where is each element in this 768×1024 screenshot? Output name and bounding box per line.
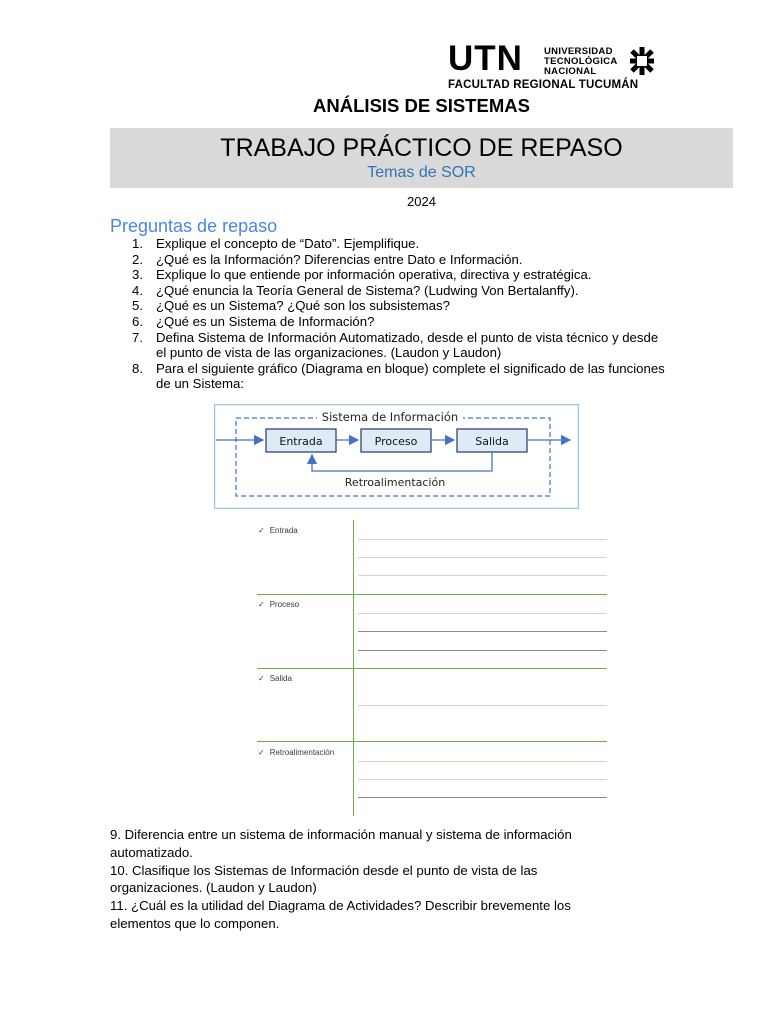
row-label-salida [258, 674, 292, 683]
block-proceso-label: Proceso [374, 435, 418, 448]
question-text: ¿Qué es la Información? Diferencias entre Dato e Información. [156, 251, 523, 267]
row-label-text: Retroalimentación [269, 748, 335, 757]
answer-line [358, 650, 607, 651]
fill-in-table [214, 516, 614, 816]
check-icon: ✓ [258, 600, 265, 609]
block-salida-label: Salida [475, 435, 509, 448]
utn-logo [448, 39, 660, 92]
answer-line [358, 539, 607, 540]
list-item [110, 283, 670, 299]
row-separator [257, 741, 607, 742]
row-separator [257, 594, 607, 595]
document-subtitle: Temas de SOR [367, 164, 476, 181]
question-number: 7. [132, 329, 143, 345]
block-entrada-label: Entrada [279, 435, 323, 448]
list-item [110, 267, 670, 283]
logo-university-line-3: NACIONAL [544, 66, 597, 77]
question-text: Explique lo que entiende por información operativa, directiva y estratégica. [156, 267, 592, 283]
question-9: 9. Diferencia entre un sistema de información manual y sistema de información automatizado. [110, 827, 572, 860]
logo-university-line-1: UNIVERSIDAD [544, 46, 613, 57]
question-text: Para el siguiente gráfico (Diagrama en bloque) complete el significado de las funciones de un Sistema: [156, 360, 665, 392]
section-heading: Preguntas de repaso [110, 216, 278, 236]
answer-line [358, 797, 607, 798]
answer-line [358, 631, 607, 632]
answer-line [358, 705, 607, 706]
list-item [110, 361, 670, 392]
answer-line [358, 761, 607, 762]
question-10: 10. Clasifique los Sistemas de Información desde el punto de vista de las organizaciones. (Laudon y Laudon) [110, 862, 538, 896]
logo-brand: UTN [448, 39, 523, 78]
list-item [110, 252, 670, 268]
title-banner [110, 128, 733, 188]
question-text: ¿Qué es un Sistema de Información? [156, 313, 375, 329]
question-number: 2. [132, 251, 143, 267]
question-number: 6. [132, 313, 143, 329]
row-label-text: Proceso [269, 600, 300, 609]
answer-line [358, 557, 607, 558]
question-11: 11. ¿Cuál es la utilidad del Diagrama de Actividades? Describir brevemente los elementos que lo componen. [110, 898, 571, 931]
question-list [110, 236, 670, 392]
year: 2024 [407, 194, 436, 209]
logo-university-line-2: TECNOLÓGICA [544, 56, 618, 67]
row-label-text: Salida [269, 674, 292, 683]
row-label-retroalimentacion [258, 748, 334, 757]
block-diagram [214, 404, 579, 509]
answer-line [358, 575, 607, 576]
question-text: Explique el concepto de “Dato”. Ejemplifique. [156, 236, 420, 251]
logo-faculty: FACULTAD REGIONAL TUCUMÁN [448, 79, 639, 91]
diagram-title: Sistema de Información [321, 410, 459, 424]
question-number: 4. [132, 282, 143, 298]
logo-university [544, 47, 618, 77]
question-number: 3. [132, 267, 143, 283]
question-number: 8. [132, 360, 143, 376]
row-label-text: Entrada [269, 526, 298, 535]
question-text: ¿Qué enuncia la Teoría General de Sistema? (Ludwing Von Bertalanffy). [156, 282, 579, 298]
question-number: 5. [132, 298, 143, 314]
question-text: Defina Sistema de Información Automatizado, desde el punto de vista técnico y desde el punto de vista de las organizaciones. (Laudon y Laudon) [156, 329, 659, 361]
list-item [110, 330, 670, 361]
feedback-label: Retroalimentación [344, 476, 446, 489]
subject-title: ANÁLISIS DE SISTEMAS [313, 95, 530, 116]
check-icon: ✓ [258, 526, 265, 535]
row-label-entrada [258, 526, 298, 535]
row-separator [257, 668, 607, 669]
additional-questions [110, 826, 630, 933]
check-icon: ✓ [258, 674, 265, 683]
question-number: 1. [132, 236, 143, 251]
utn-emblem-icon [626, 45, 658, 77]
list-item [110, 298, 670, 314]
answer-line [358, 779, 607, 780]
list-item [110, 236, 670, 252]
document-title: TRABAJO PRÁCTICO DE REPASO [220, 134, 623, 162]
question-text: ¿Qué es un Sistema? ¿Qué son los subsistemas? [156, 298, 450, 314]
answer-line [358, 613, 607, 614]
list-item [110, 314, 670, 330]
row-label-proceso [258, 600, 299, 609]
check-icon: ✓ [258, 748, 265, 757]
